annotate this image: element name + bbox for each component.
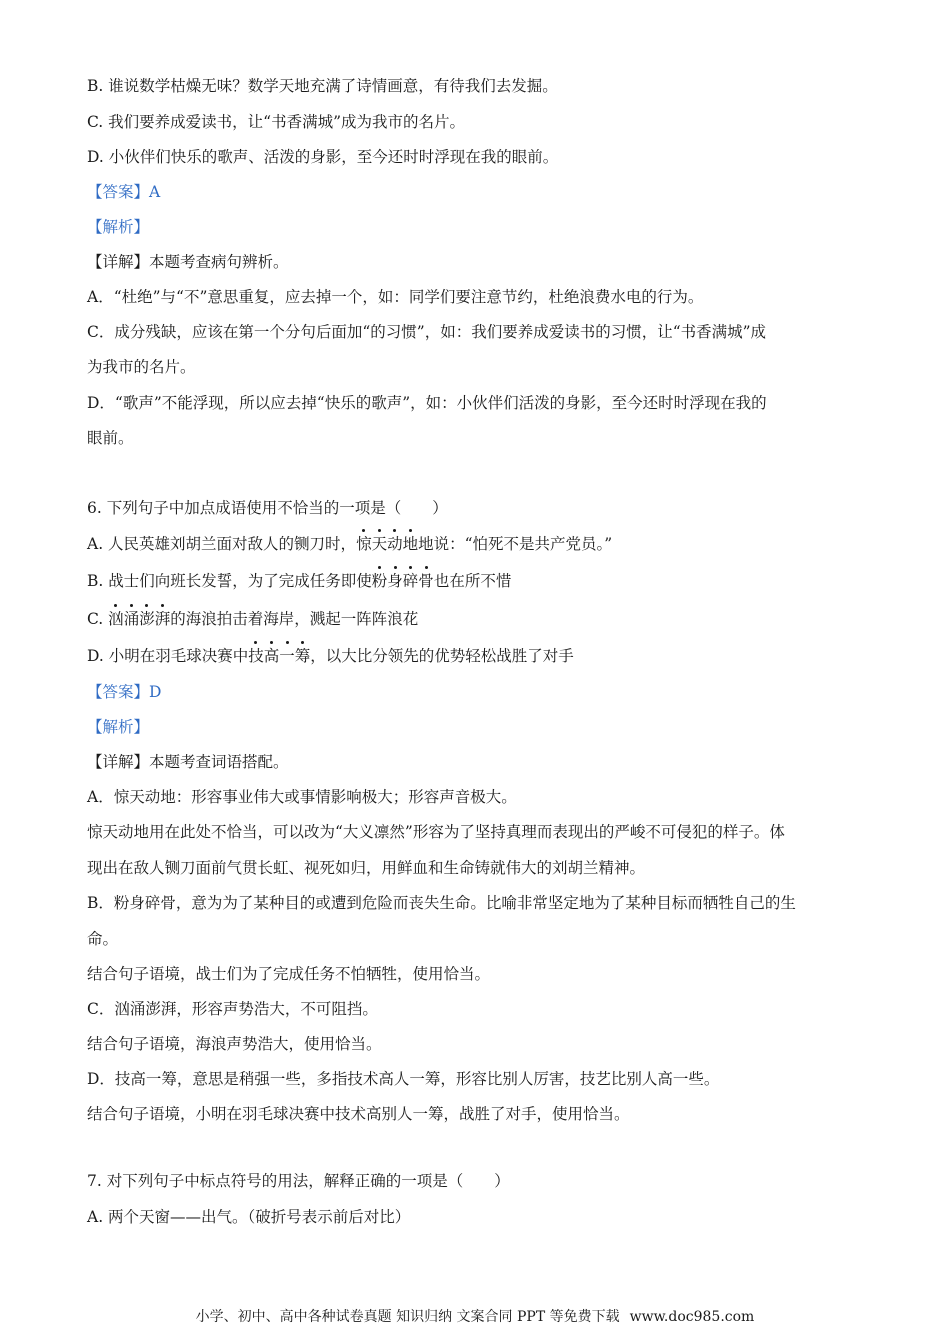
q6-option-a — [87, 534, 612, 554]
q5-exp-d-1: D．“歌声”不能浮现，所以应去掉“快乐的歌声”，如：小伙伴们活泼的身影，至今还时时浮现在我的 — [87, 394, 767, 412]
dotted-char: 身 — [387, 572, 403, 590]
dotted-char: 骨 — [418, 572, 434, 590]
q7-question: 7. 对下列句子中标点符号的用法，解释正确的一项是（ ） — [87, 1172, 510, 1190]
option-text: ，以大比分领先的优势轻松战胜了对手 — [310, 647, 574, 665]
q6-question: 6. 下列句子中加点成语使用不恰当的一项是（ ） — [87, 499, 448, 517]
option-text: B. 战士们向班长发誓，为了完成任务即使 — [87, 572, 372, 590]
q6-exp-c-1: C．汹涌澎湃，形容声势浩大，不可阻挡。 — [87, 1000, 378, 1018]
q6-exp-c-2: 结合句子语境，海浪声势浩大，使用恰当。 — [87, 1035, 382, 1053]
dotted-char: 汹 — [108, 610, 124, 628]
q6-exp-a: A．惊天动地：形容事业伟大或事情影响极大；形容声音极大。 — [87, 788, 517, 806]
dotted-char: 澎 — [139, 610, 155, 628]
page-footer — [0, 1306, 950, 1326]
q6-exp-a2-1: 惊天动地用在此处不恰当，可以改为“大义凛然”形容为了坚持真理而表现出的严峻不可侵犯的样子。体 — [87, 823, 785, 841]
q6-exp-b-2: 命。 — [87, 930, 119, 948]
dotted-char: 天 — [371, 535, 388, 553]
option-text: D. 小明在羽毛球决赛中 — [87, 647, 249, 665]
q6-exp-b-3: 结合句子语境，战士们为了完成任务不怕牺牲，使用恰当。 — [87, 965, 491, 983]
dotted-char: 湃 — [154, 610, 171, 628]
q6-answer — [87, 682, 161, 702]
q6-option-b — [87, 571, 511, 591]
option-text: C. — [87, 610, 109, 628]
q5-exp-c-2: 为我市的名片。 — [87, 358, 196, 376]
q5-exp-a: A．“杜绝”与“不”意思重复，应去掉一个，如：同学们要注意节约，杜绝浪费水电的行为。 — [87, 288, 704, 306]
dotted-char: 碎 — [402, 572, 419, 590]
dotted-char: 地 — [402, 535, 419, 553]
dotted-char: 粉 — [371, 572, 388, 590]
answer-value: D — [149, 683, 162, 701]
dotted-char: 技 — [248, 647, 264, 665]
dotted-char: 动 — [387, 535, 403, 553]
q6-exp-b-1: B．粉身碎骨，意为为了某种目的或遭到危险而丧失生命。比喻非常坚定地为了某种目标而牺牲自己的生 — [87, 894, 796, 912]
q6-option-c — [87, 609, 418, 629]
q5-exp-d-2: 眼前。 — [87, 429, 134, 447]
q5-answer — [87, 182, 160, 202]
dotted-char: 一 — [279, 647, 295, 665]
answer-value: A — [149, 183, 161, 201]
answer-label: 【答案】 — [87, 183, 150, 201]
q5-detail: 【详解】本题考查病句辨析。 — [87, 253, 289, 271]
q5-option-c: C. 我们要养成爱读书，让“书香满城”成为我市的名片。 — [87, 113, 466, 131]
answer-label: 【答案】 — [87, 683, 150, 701]
q6-exp-a2-2: 现出在敌人铡刀面前气贯长虹、视死如归，用鲜血和生命铸就伟大的刘胡兰精神。 — [87, 859, 646, 877]
q5-analysis-label: 【解析】 — [87, 218, 150, 236]
q5-option-b: B. 谁说数学枯燥无味？数学天地充满了诗情画意，有待我们去发掘。 — [87, 77, 558, 95]
footer-link[interactable]: www.doc985.com — [629, 1309, 755, 1325]
dotted-char: 惊 — [356, 535, 372, 553]
dotted-char: 高 — [263, 647, 280, 665]
q6-detail: 【详解】本题考查词语搭配。 — [87, 753, 289, 771]
option-text: A. 人民英雄刘胡兰面对敌人的铡刀时， — [87, 535, 357, 553]
option-text: 也在所不惜 — [433, 572, 512, 590]
q5-exp-c-1: C．成分残缺，应该在第一个分句后面加“的习惯”，如：我们要养成爱读书的习惯，让“书香满城”成 — [87, 323, 767, 341]
q5-option-d: D. 小伙伴们快乐的歌声、活泼的身影，至今还时时浮现在我的眼前。 — [87, 148, 559, 166]
dotted-char: 涌 — [123, 610, 140, 628]
dotted-char: 筹 — [294, 647, 311, 665]
q6-exp-d-2: 结合句子语境，小明在羽毛球决赛中技术高别人一筹，战胜了对手，使用恰当。 — [87, 1105, 630, 1123]
footer-text: 小学、初中、高中各种试卷真题 知识归纳 文案合同 PPT 等免费下载 — [195, 1309, 620, 1325]
q6-exp-d-1: D．技高一筹，意思是稍强一些，多指技术高人一筹，形容比别人厉害，技艺比别人高一些。 — [87, 1070, 720, 1088]
option-text: 地说：“怕死不是共产党员。” — [418, 535, 613, 553]
q7-option-a: A. 两个天窗——出气。（破折号表示前后对比） — [87, 1208, 411, 1226]
option-text: 的海浪拍击着海岸，溅起一阵阵浪花 — [170, 610, 419, 628]
q6-option-d — [87, 646, 574, 666]
q6-analysis-label: 【解析】 — [87, 718, 150, 736]
